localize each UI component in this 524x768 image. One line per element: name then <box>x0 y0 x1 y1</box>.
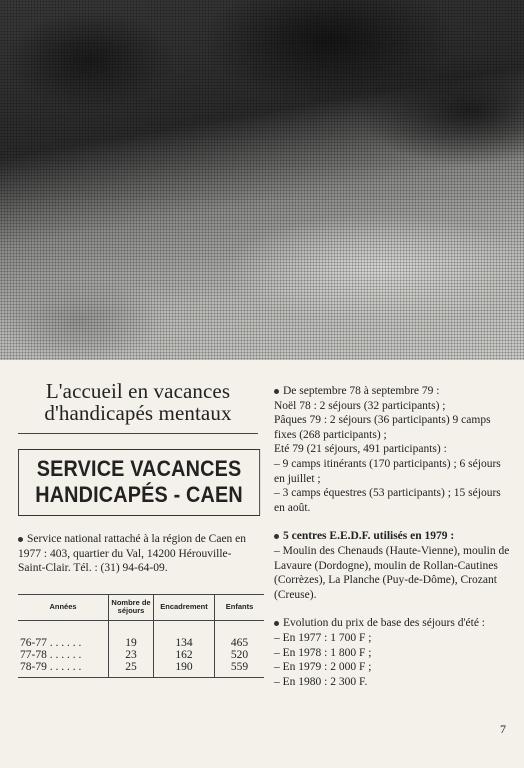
header-enfants: Enfants <box>215 594 265 620</box>
bullet-icon <box>274 389 279 394</box>
table-row <box>18 637 264 649</box>
bullet-icon <box>274 621 279 626</box>
cell-year: 78-79 . . . . . . <box>18 661 109 678</box>
centres-text: – Moulin des Chenauds (Haute-Vienne), moulin de Lavaure (Dordogne), moulin de Rollan-Cautines (Corrèzes), La Planche (Puy-de-Dôme), Crozant (Creuse). <box>274 544 510 601</box>
header-sejours: Nombre de séjours <box>109 594 154 620</box>
title-line-1: L'accueil en vacances <box>45 379 231 403</box>
bullet-icon <box>274 534 279 539</box>
section-prices-title: Evolution du prix de base des séjours d'été : <box>283 617 486 630</box>
section-period-title: De septembre 78 à septembre 79 : <box>283 385 440 397</box>
cell-sejours: 25 <box>109 661 154 678</box>
table-header-row <box>18 594 264 620</box>
header-annees: Années <box>18 594 109 620</box>
period-line: Noël 78 : 2 séjours (32 participants) ; <box>274 399 446 412</box>
intro-text: Service national rattaché à la région de Caen en 1977 : 403, quartier du Val, 14200 Hérouville-Saint-Clair. Tél. : (31) 94-64-09. <box>18 533 247 575</box>
section-centres <box>274 529 510 602</box>
cell-enfants: 520 <box>215 649 265 661</box>
page-number: 7 <box>500 722 506 736</box>
service-line-2: HANDICAPÉS - CAEN <box>35 482 243 507</box>
price-line: – En 1980 : 2 300 F. <box>274 675 368 688</box>
cell-encadrement: 134 <box>154 637 215 649</box>
section-centres-title: 5 centres E.E.D.F. utilisés en 1979 : <box>283 530 455 543</box>
service-line-1: SERVICE VACANCES <box>36 456 242 481</box>
price-line: – En 1978 : 1 800 F ; <box>274 646 372 659</box>
photo-halftone <box>0 0 524 360</box>
table-row <box>18 649 264 661</box>
period-line: – 3 camps équestres (53 participants) ; 15 séjours en août. <box>274 487 501 514</box>
section-prices <box>274 616 510 689</box>
period-line: Eté 79 (21 séjours, 491 participants) : <box>274 443 447 456</box>
cell-encadrement: 190 <box>154 661 215 678</box>
cell-year: 76-77 . . . . . . <box>20 636 82 649</box>
price-line: – En 1979 : 2 000 F ; <box>274 661 372 674</box>
service-box <box>18 449 260 516</box>
period-line: – 9 camps itinérants (170 participants) ; 6 séjours en juillet ; <box>274 457 501 485</box>
header-encadrement: Encadrement <box>154 594 215 620</box>
price-line: – En 1977 : 1 700 F ; <box>274 631 372 644</box>
table-row <box>18 661 264 678</box>
section-period <box>274 384 510 515</box>
cell-enfants: 465 <box>215 637 265 649</box>
cell-year: 77-78 . . . . . . <box>20 648 82 661</box>
right-column <box>274 384 510 689</box>
cell-sejours: 19 <box>109 637 154 649</box>
article-title <box>18 380 258 424</box>
title-line-2: d'handicapés mentaux <box>44 401 232 425</box>
period-line: Pâques 79 : 2 séjours (36 participants) 9 camps fixes (268 participants) ; <box>274 414 491 441</box>
left-column <box>18 380 258 678</box>
title-rule <box>18 433 258 434</box>
cell-enfants: 559 <box>215 661 265 678</box>
table-spacer <box>18 620 264 637</box>
cell-encadrement: 162 <box>154 649 215 661</box>
intro-paragraph <box>18 532 258 576</box>
cell-sejours: 23 <box>109 649 154 661</box>
bullet-icon <box>18 537 23 542</box>
stats-table <box>18 594 264 678</box>
